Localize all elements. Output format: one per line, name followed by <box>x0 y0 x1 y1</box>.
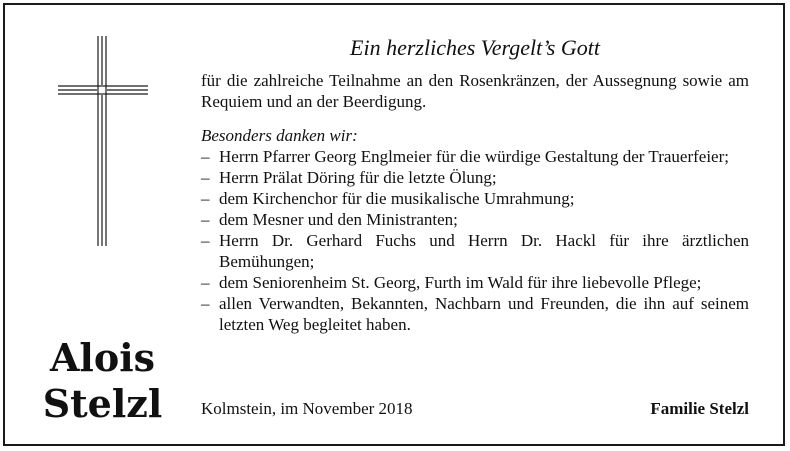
thanks-item: – allen Verwandten, Bekannten, Nachbarn und Freunden, die ihn auf seinem letzten Weg begleitet haben. <box>201 293 749 335</box>
deceased-first-name: Alois <box>49 335 156 380</box>
deceased-last-name: Stelzl <box>42 381 163 426</box>
notice-heading: Ein herzliches Vergelt’s Gott <box>350 35 600 60</box>
notice-content <box>201 30 749 335</box>
place-date: Kolmstein, im November 2018 <box>201 399 413 418</box>
thanks-item: – Herrn Dr. Gerhard Fuchs und Herrn Dr. Hackl für ihre ärztlichen Bemühungen; <box>201 230 749 272</box>
family-signature: Familie Stelzl <box>650 399 749 418</box>
thanks-list <box>201 146 749 335</box>
thanks-item: – dem Kirchenchor für die musikalische Umrahmung; <box>201 188 749 209</box>
notice-intro: für die zahlreiche Teilnahme an den Rosenkränzen, der Aussegnung sowie am Requiem und an der Beerdigung. <box>201 71 749 111</box>
thanks-item: – dem Seniorenheim St. Georg, Furth im Wald für ihre liebevolle Pflege; <box>201 272 749 293</box>
thanks-item: – Herrn Prälat Döring für die letzte Ölung; <box>201 167 749 188</box>
thanks-item: – dem Mesner und den Ministranten; <box>201 209 749 230</box>
cross-icon <box>58 36 148 246</box>
thanks-label: Besonders danken wir: <box>201 126 358 145</box>
thanks-item: – Herrn Pfarrer Georg Englmeier für die würdige Gestaltung der Trauerfeier; <box>201 146 749 167</box>
